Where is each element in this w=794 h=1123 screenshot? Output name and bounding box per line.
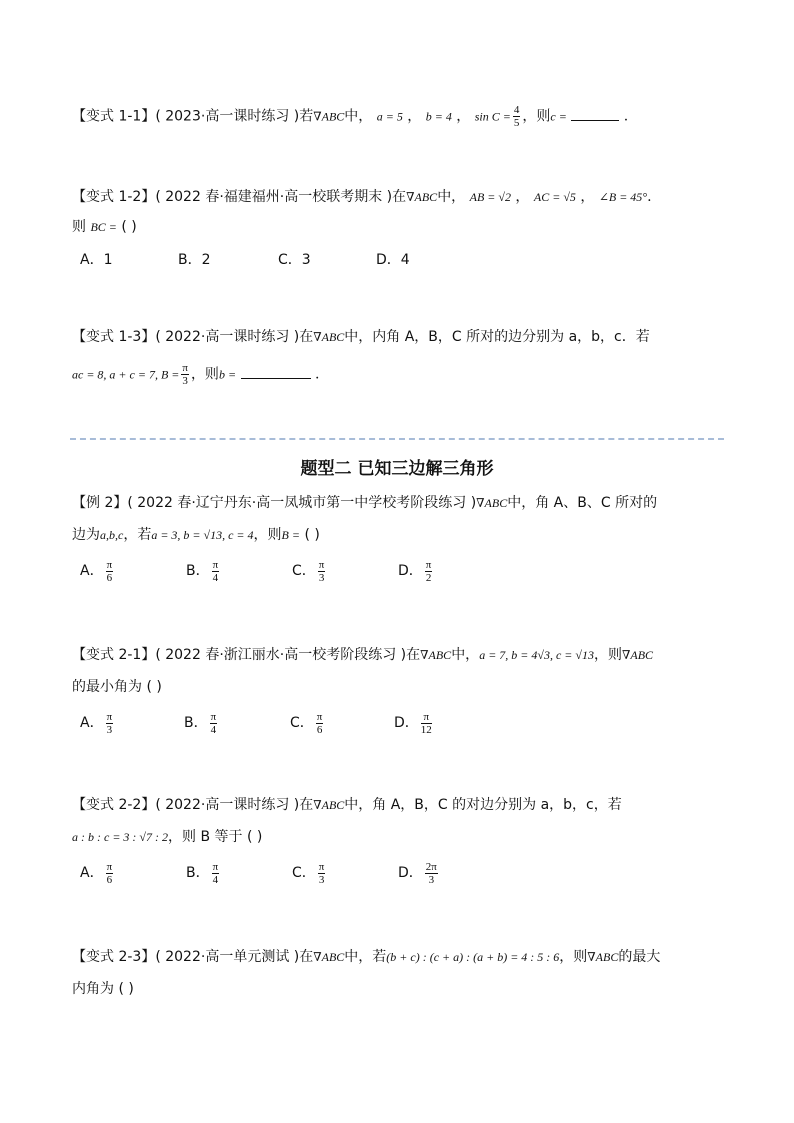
problem-variant-1-1: 【变式 1-1】( 2023·高一课时练习 )若∇ABC中， a = 5 ， b = 4 ， sin C = $\frac{4}{5}$ ，则c = . [72,104,629,129]
triangle-symbol: ∇ABC [313,109,345,124]
fraction: $\frac{\pi}{3}$ [182,362,188,387]
problem-text: ，若 [123,527,152,543]
triangle-symbol: ∇ABC [420,648,452,662]
problem-text: 中，角 A，B，C 的对边分别为 a，b，c，若 [344,797,622,813]
option-b[interactable]: B．2 [178,252,211,268]
math-expr: a,b,c [100,528,124,542]
option-c[interactable]: C．3 [278,252,311,268]
math-expr: AC = √5 [533,190,576,204]
problem-text: ，则 [522,108,551,125]
math-expr: b = 4 [425,109,452,124]
fraction: $\frac{4}{5}$ [513,104,520,129]
problem-text: 在 [299,949,314,965]
option-d[interactable]: D． $\frac{\pi}{12}$ [394,710,432,736]
problem-text: 中， [451,647,480,663]
option-c[interactable]: C． $\frac{\pi}{3}$ [292,860,325,886]
problem-text: 若 [299,108,314,125]
problem-source: ( 2023·高一课时练习 ) [155,108,300,125]
section-divider [70,438,724,440]
problem-text: 中，内角 A，B，C 所对的边分别为 a，b，c．若 [344,329,650,345]
problem-variant-2-2 [72,794,622,816]
triangle-symbol: ∇ABC [313,798,345,812]
problem-source: ( 2022·高一课时练习 ) [155,797,300,813]
answer-parentheses[interactable]: ( ) [146,679,162,695]
problem-variant-1-3-cont [72,362,319,387]
problem-tag: 【变式 1-2】 [72,189,156,205]
problem-text: 中，角 A、B、C 所对的 [507,495,658,511]
math-expr: a : b : c = 3 : √7 : 2 [72,830,168,844]
problem-text: ，则 [593,647,622,663]
problem-text: ，则 B 等于 [168,829,243,845]
problem-text: 在 [406,647,421,663]
math-expr: B = [281,528,300,542]
math-expr: a = 7, b = 4√3, c = √13 [479,648,594,662]
math-expr: b = [218,367,237,382]
option-a[interactable]: A．1 [80,252,113,268]
problem-variant-2-3-cont [72,978,134,1000]
problem-text: 边为 [72,527,100,543]
problem-variant-1-2-question [72,216,137,238]
math-expr: BC = [90,220,117,234]
problem-source: ( 2022 春·辽宁丹东·高一凤城市第一中学校考阶段练习 ) [127,495,477,511]
problem-text: 中， [344,108,373,125]
triangle-symbol: ∇ABC [476,496,508,510]
problem-source: ( 2022·高一单元测试 ) [155,949,300,965]
math-expr: AB = √2 [469,190,511,204]
option-c[interactable]: C． $\frac{\pi}{3}$ [292,558,325,584]
problem-variant-2-1 [72,644,653,666]
math-expr: (b + c) : (c + a) : (a + b) = 4 : 5 : 6 [386,950,560,964]
option-b[interactable]: B． $\frac{\pi}{4}$ [184,710,217,736]
problem-variant-2-2-cont [72,826,262,848]
answer-parentheses[interactable]: ( ) [121,219,137,235]
problem-tag: 【变式 2-1】 [72,647,156,663]
option-d[interactable]: D． $\frac{\pi}{2}$ [398,558,432,584]
problem-source: ( 2022·高一课时练习 ) [155,329,300,345]
problem-text: ，则 [253,527,282,543]
problem-text: 中，若 [344,949,387,965]
option-d[interactable]: D．4 [376,252,410,268]
example-2-cont [72,524,320,546]
math-expr: ac = 8, a + c = 7, B = [72,367,180,382]
option-a[interactable]: A． $\frac{\pi}{6}$ [80,558,113,584]
option-a[interactable]: A． $\frac{\pi}{3}$ [80,710,113,736]
triangle-symbol: ∇ABC [587,950,619,964]
problem-source: ( 2022 春·福建福州·高一校联考期末 ) [155,189,393,205]
problem-text: 的最大 [618,949,661,965]
problem-tag: 【变式 1-1】 [72,108,156,125]
option-b[interactable]: B． $\frac{\pi}{4}$ [186,860,219,886]
option-c[interactable]: C． $\frac{\pi}{6}$ [290,710,323,736]
triangle-symbol: ∇ABC [406,190,438,204]
problem-source: ( 2022 春·浙江丽水·高一校考阶段练习 ) [155,647,407,663]
math-expr: a = 3, b = √13, c = 4 [151,528,254,542]
problem-tag: 【变式 2-3】 [72,949,156,965]
problem-text: 内角为 [72,981,114,997]
problem-text: ，则 [559,949,588,965]
section-title: 题型二 已知三边解三角形 [300,459,494,479]
option-a[interactable]: A． $\frac{\pi}{6}$ [80,860,113,886]
triangle-symbol: ∇ABC [313,950,345,964]
problem-text: 的最小角为 [72,679,142,695]
period: . [623,108,629,125]
math-expr: c = [550,109,567,124]
answer-parentheses[interactable]: ( ) [118,981,134,997]
problem-text: 在 [299,329,314,345]
math-expr: ∠B = 45° [598,190,648,204]
problem-variant-2-3 [72,946,660,968]
triangle-symbol: ∇ABC [621,648,654,662]
problem-variant-1-3 [72,326,650,348]
problem-text: 则 [72,219,86,235]
problem-variant-2-1-cont [72,676,162,698]
math-expr: a = 5 [376,109,403,124]
problem-tag: 【变式 1-3】 [72,329,156,345]
problem-text: 在 [299,797,314,813]
option-d[interactable]: D． $\frac{2\pi}{3}$ [398,860,437,886]
option-b[interactable]: B． $\frac{\pi}{4}$ [186,558,219,584]
answer-parentheses[interactable]: ( ) [304,527,320,543]
problem-text: 中， [437,189,466,205]
problem-tag: 【例 2】 [72,495,128,511]
problem-variant-1-2: 【变式 1-2】( 2022 春·福建福州·高一校联考期末 )在∇ABC中， AB = √2 ， AC = √5 ， ∠B = 45°. [72,189,652,205]
answer-parentheses[interactable]: ( ) [246,829,263,845]
math-expr: sin C = [474,109,511,124]
answer-blank[interactable] [571,106,619,121]
triangle-symbol: ∇ABC [313,330,345,344]
problem-text: ，则 [190,366,219,383]
problem-tag: 【变式 2-2】 [72,797,156,813]
period: . [314,366,320,383]
answer-blank[interactable] [241,364,311,379]
example-2 [72,492,657,514]
problem-text: 在 [392,189,407,205]
